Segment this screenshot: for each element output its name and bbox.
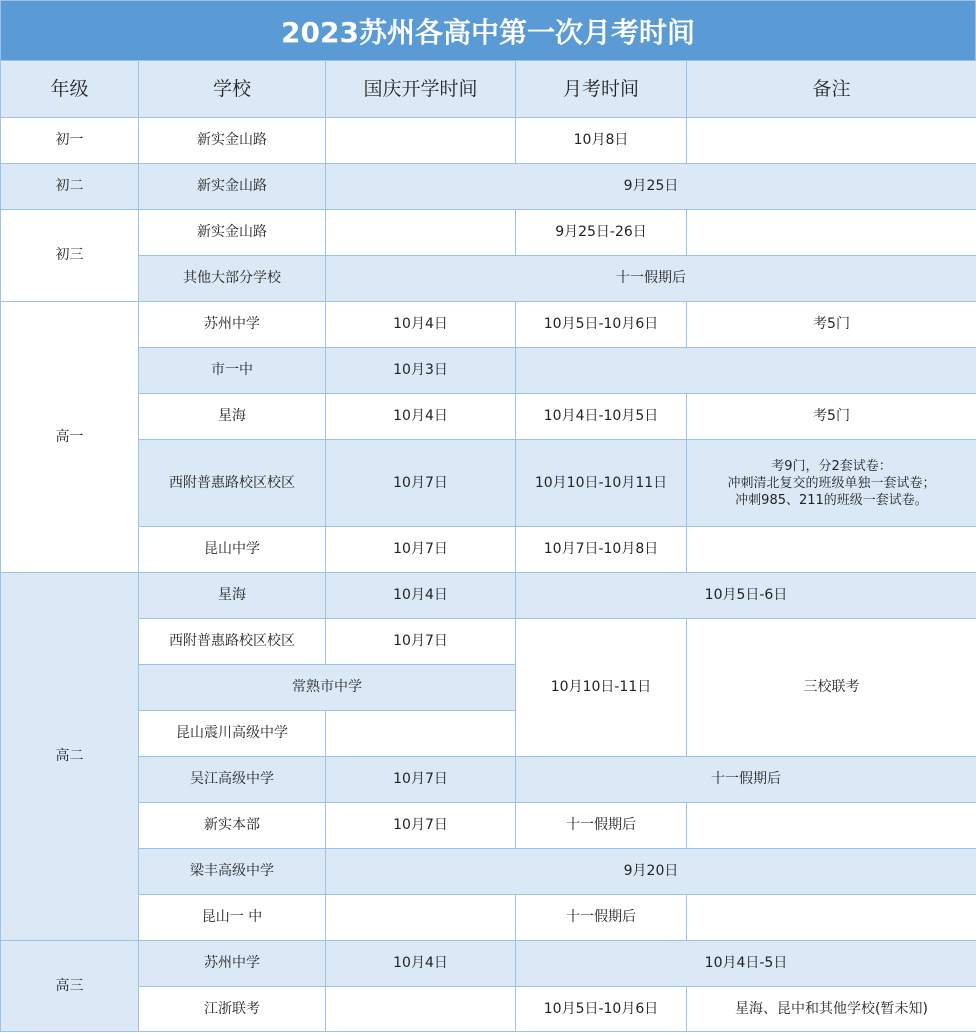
start-date-cell: 10月7日: [326, 619, 516, 665]
note-cell: 考5门: [687, 302, 976, 348]
exam-date-cell: 十一假期后: [516, 895, 687, 941]
header-school: 学校: [139, 61, 326, 118]
table-row: [1, 849, 976, 895]
school-cell: 其他大部分学校: [139, 256, 326, 302]
school-cell: 梁丰高级中学: [139, 849, 326, 895]
exam-date-cell: 10月10日-10月11日: [516, 440, 687, 527]
note-line: 考9门，分2套试卷：: [771, 458, 892, 474]
header-start-date: 国庆开学时间: [326, 61, 516, 118]
table-row: [1, 573, 976, 619]
table-row: [1, 164, 976, 210]
table-row: [1, 987, 976, 1032]
note-cell: 考5门: [687, 394, 976, 440]
school-cell: 星海: [139, 394, 326, 440]
exam-date-cell: 10月4日-5日: [516, 941, 976, 987]
school-cell: 新实金山路: [139, 210, 326, 256]
page-title: 2023苏州各高中第一次月考时间: [0, 0, 976, 60]
grade-cell: 高一: [1, 302, 139, 573]
table-row: [1, 757, 976, 803]
school-cell: 江浙联考: [139, 987, 326, 1032]
exam-date-cell: 十一假期后: [516, 803, 687, 849]
school-cell: 昆山一 中: [139, 895, 326, 941]
table-row: [1, 302, 976, 348]
note-cell: [687, 118, 976, 164]
table-header-row: [1, 61, 976, 118]
exam-date-cell: 10月5日-6日: [516, 573, 976, 619]
start-date-cell: [326, 210, 516, 256]
grade-cell: 高三: [1, 941, 139, 1032]
exam-date-cell: 10月8日: [516, 118, 687, 164]
table-row: [1, 527, 976, 573]
note-cell: 三校联考: [687, 619, 976, 757]
start-date-cell: 10月3日: [326, 348, 516, 394]
exam-date-cell: 9月25日-26日: [516, 210, 687, 256]
header-note: 备注: [687, 61, 976, 118]
start-date-cell: 10月7日: [326, 440, 516, 527]
start-date-cell: [326, 987, 516, 1032]
exam-date-cell: 9月20日: [326, 849, 976, 895]
note-line: 冲刺985、211的班级一套试卷。: [735, 492, 928, 508]
grade-cell: 初一: [1, 118, 139, 164]
school-cell: 昆山中学: [139, 527, 326, 573]
table-row: [1, 118, 976, 164]
start-date-cell: 10月7日: [326, 803, 516, 849]
start-date-cell: 10月4日: [326, 394, 516, 440]
header-exam-date: 月考时间: [516, 61, 687, 118]
note-cell: [687, 803, 976, 849]
table-row: [1, 440, 976, 527]
school-cell: 昆山震川高级中学: [139, 711, 326, 757]
table-row: [1, 803, 976, 849]
table-row: [1, 256, 976, 302]
exam-date-cell: 10月5日-10月6日: [516, 987, 687, 1032]
exam-date-cell: 10月5日-10月6日: [516, 302, 687, 348]
table-row: [1, 348, 976, 394]
exam-date-cell: 10月10日-11日: [516, 619, 687, 757]
school-cell: 新实金山路: [139, 164, 326, 210]
start-date-cell: 10月7日: [326, 527, 516, 573]
grade-cell: 初三: [1, 210, 139, 302]
school-cell: 苏州中学: [139, 941, 326, 987]
table-row: [1, 619, 976, 665]
grade-cell: 高二: [1, 573, 139, 941]
school-cell: 新实本部: [139, 803, 326, 849]
exam-date-cell: 9月25日: [326, 164, 976, 210]
table-row: [1, 941, 976, 987]
start-date-cell: 10月4日: [326, 302, 516, 348]
start-date-cell: 10月4日: [326, 941, 516, 987]
school-cell: 星海: [139, 573, 326, 619]
note-cell: [687, 895, 976, 941]
note-cell: [687, 527, 976, 573]
note-cell: [687, 210, 976, 256]
start-date-cell: 10月7日: [326, 757, 516, 803]
exam-date-cell: 10月4日-10月5日: [516, 394, 687, 440]
exam-schedule-table: [0, 60, 976, 1032]
start-date-cell: 10月4日: [326, 573, 516, 619]
start-date-cell: [326, 711, 516, 757]
exam-date-cell: [516, 348, 976, 394]
table-row: [1, 895, 976, 941]
grade-cell: 初二: [1, 164, 139, 210]
school-cell: 西附普惠路校区校区: [139, 440, 326, 527]
start-date-cell: [326, 118, 516, 164]
note-line: 冲刺清北复交的班级单独一套试卷；: [727, 475, 936, 491]
school-cell: 西附普惠路校区校区: [139, 619, 326, 665]
exam-date-cell: 10月7日-10月8日: [516, 527, 687, 573]
school-cell: 苏州中学: [139, 302, 326, 348]
table-row: [1, 394, 976, 440]
school-cell: 市一中: [139, 348, 326, 394]
exam-date-cell: 十一假期后: [516, 757, 976, 803]
note-cell: 星海、昆中和其他学校(暂未知): [687, 987, 976, 1032]
start-date-cell: [326, 895, 516, 941]
exam-date-cell: 十一假期后: [326, 256, 976, 302]
header-grade: 年级: [1, 61, 139, 118]
table-row: [1, 210, 976, 256]
school-cell: 新实金山路: [139, 118, 326, 164]
school-cell: 吴江高级中学: [139, 757, 326, 803]
note-cell: [687, 440, 976, 527]
school-cell: 常熟市中学: [139, 665, 516, 711]
